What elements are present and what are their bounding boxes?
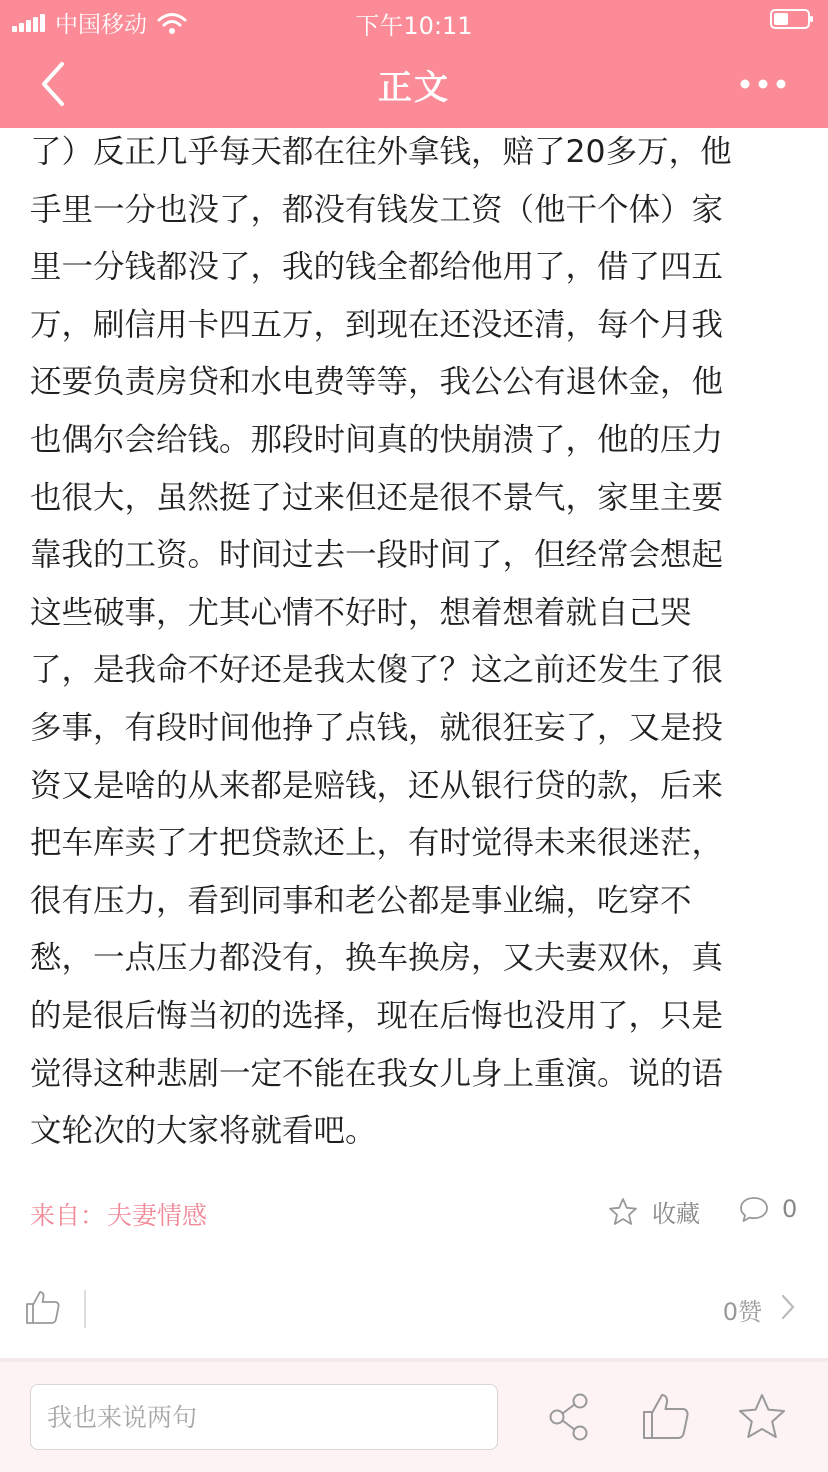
share-icon[interactable] [546,1392,594,1442]
source-label: 来自： [30,1201,106,1230]
favorite-button[interactable] [608,1194,700,1229]
article-line: 很有压力，看到同事和老公都是事业编，吃穿不 [30,882,692,919]
battery-icon [770,9,814,29]
article-body [30,124,800,1161]
article-line: 也偶尔会给钱。那段时间真的快崩溃了，他的压力 [30,421,724,458]
article-line: 手里一分也没了，都没有钱发工资（他干个体）家 [30,191,724,228]
speech-bubble-icon [738,1194,770,1224]
article-line: 这些破事，尤其心情不好时，想着想着就自己哭 [30,594,692,631]
thumbs-up-icon[interactable] [24,1288,62,1326]
article-line: 也很大，虽然挺了过来但还是很不景气，家里主要 [30,479,724,516]
thumbs-up-icon[interactable] [640,1390,692,1442]
star-outline-icon[interactable] [736,1392,788,1442]
article-line: 万，刷信用卡四五万，到现在还没还清，每个月我 [30,306,724,343]
status-bar [0,0,828,40]
article-line: 多事，有段时间他挣了点钱，就很狂妄了，又是投 [30,709,724,746]
chevron-right-icon[interactable] [778,1292,798,1322]
nav-header [0,40,828,128]
like-row [0,1262,828,1354]
comment-count-button[interactable] [738,1194,797,1224]
article-line: 觉得这种悲剧一定不能在我女儿身上重演。说的语 [30,1055,724,1092]
source-name: 夫妻情感 [107,1201,208,1230]
article-line: 文轮次的大家将就看吧。 [30,1113,377,1150]
article-line: 的是很后悔当初的选择，现在后悔也没用了，只是 [30,997,724,1034]
page-title: 正文 [378,68,450,108]
status-time: 下午10:11 [355,12,473,40]
article-line: 还要负责房贷和水电费等等，我公公有退休金，他 [30,364,724,401]
bottom-action-bar [0,1362,828,1472]
article-meta [30,1186,800,1240]
comment-input[interactable] [30,1384,498,1450]
favorite-label: 收藏 [652,1200,700,1228]
article-line: 资又是啥的从来都是赔钱，还从银行贷的款，后来 [30,767,724,804]
carrier-name: 中国移动 [55,12,147,38]
divider [84,1290,86,1328]
source-link[interactable] [30,1196,207,1232]
more-dots-icon[interactable] [738,64,788,104]
star-outline-icon [608,1197,638,1227]
article-line: 把车库卖了才把贷款还上，有时觉得未来很迷茫， [30,825,724,862]
article-line: 里一分钱都没了，我的钱全都给他用了，借了四五 [30,249,724,286]
article-line: 了）反正几乎每天都在往外拿钱，赔了20多万，他 [30,134,732,170]
article-line: 靠我的工资。时间过去一段时间了，但经常会想起 [30,537,724,574]
like-count[interactable]: 0赞 [722,1298,762,1326]
comment-count: 0 [782,1195,798,1223]
article-line: 愁，一点压力都没有，换车换房，又夫妻双休，真 [30,940,724,977]
article-line: 了，是我命不好还是我太傻了？这之前还发生了很 [30,652,724,689]
